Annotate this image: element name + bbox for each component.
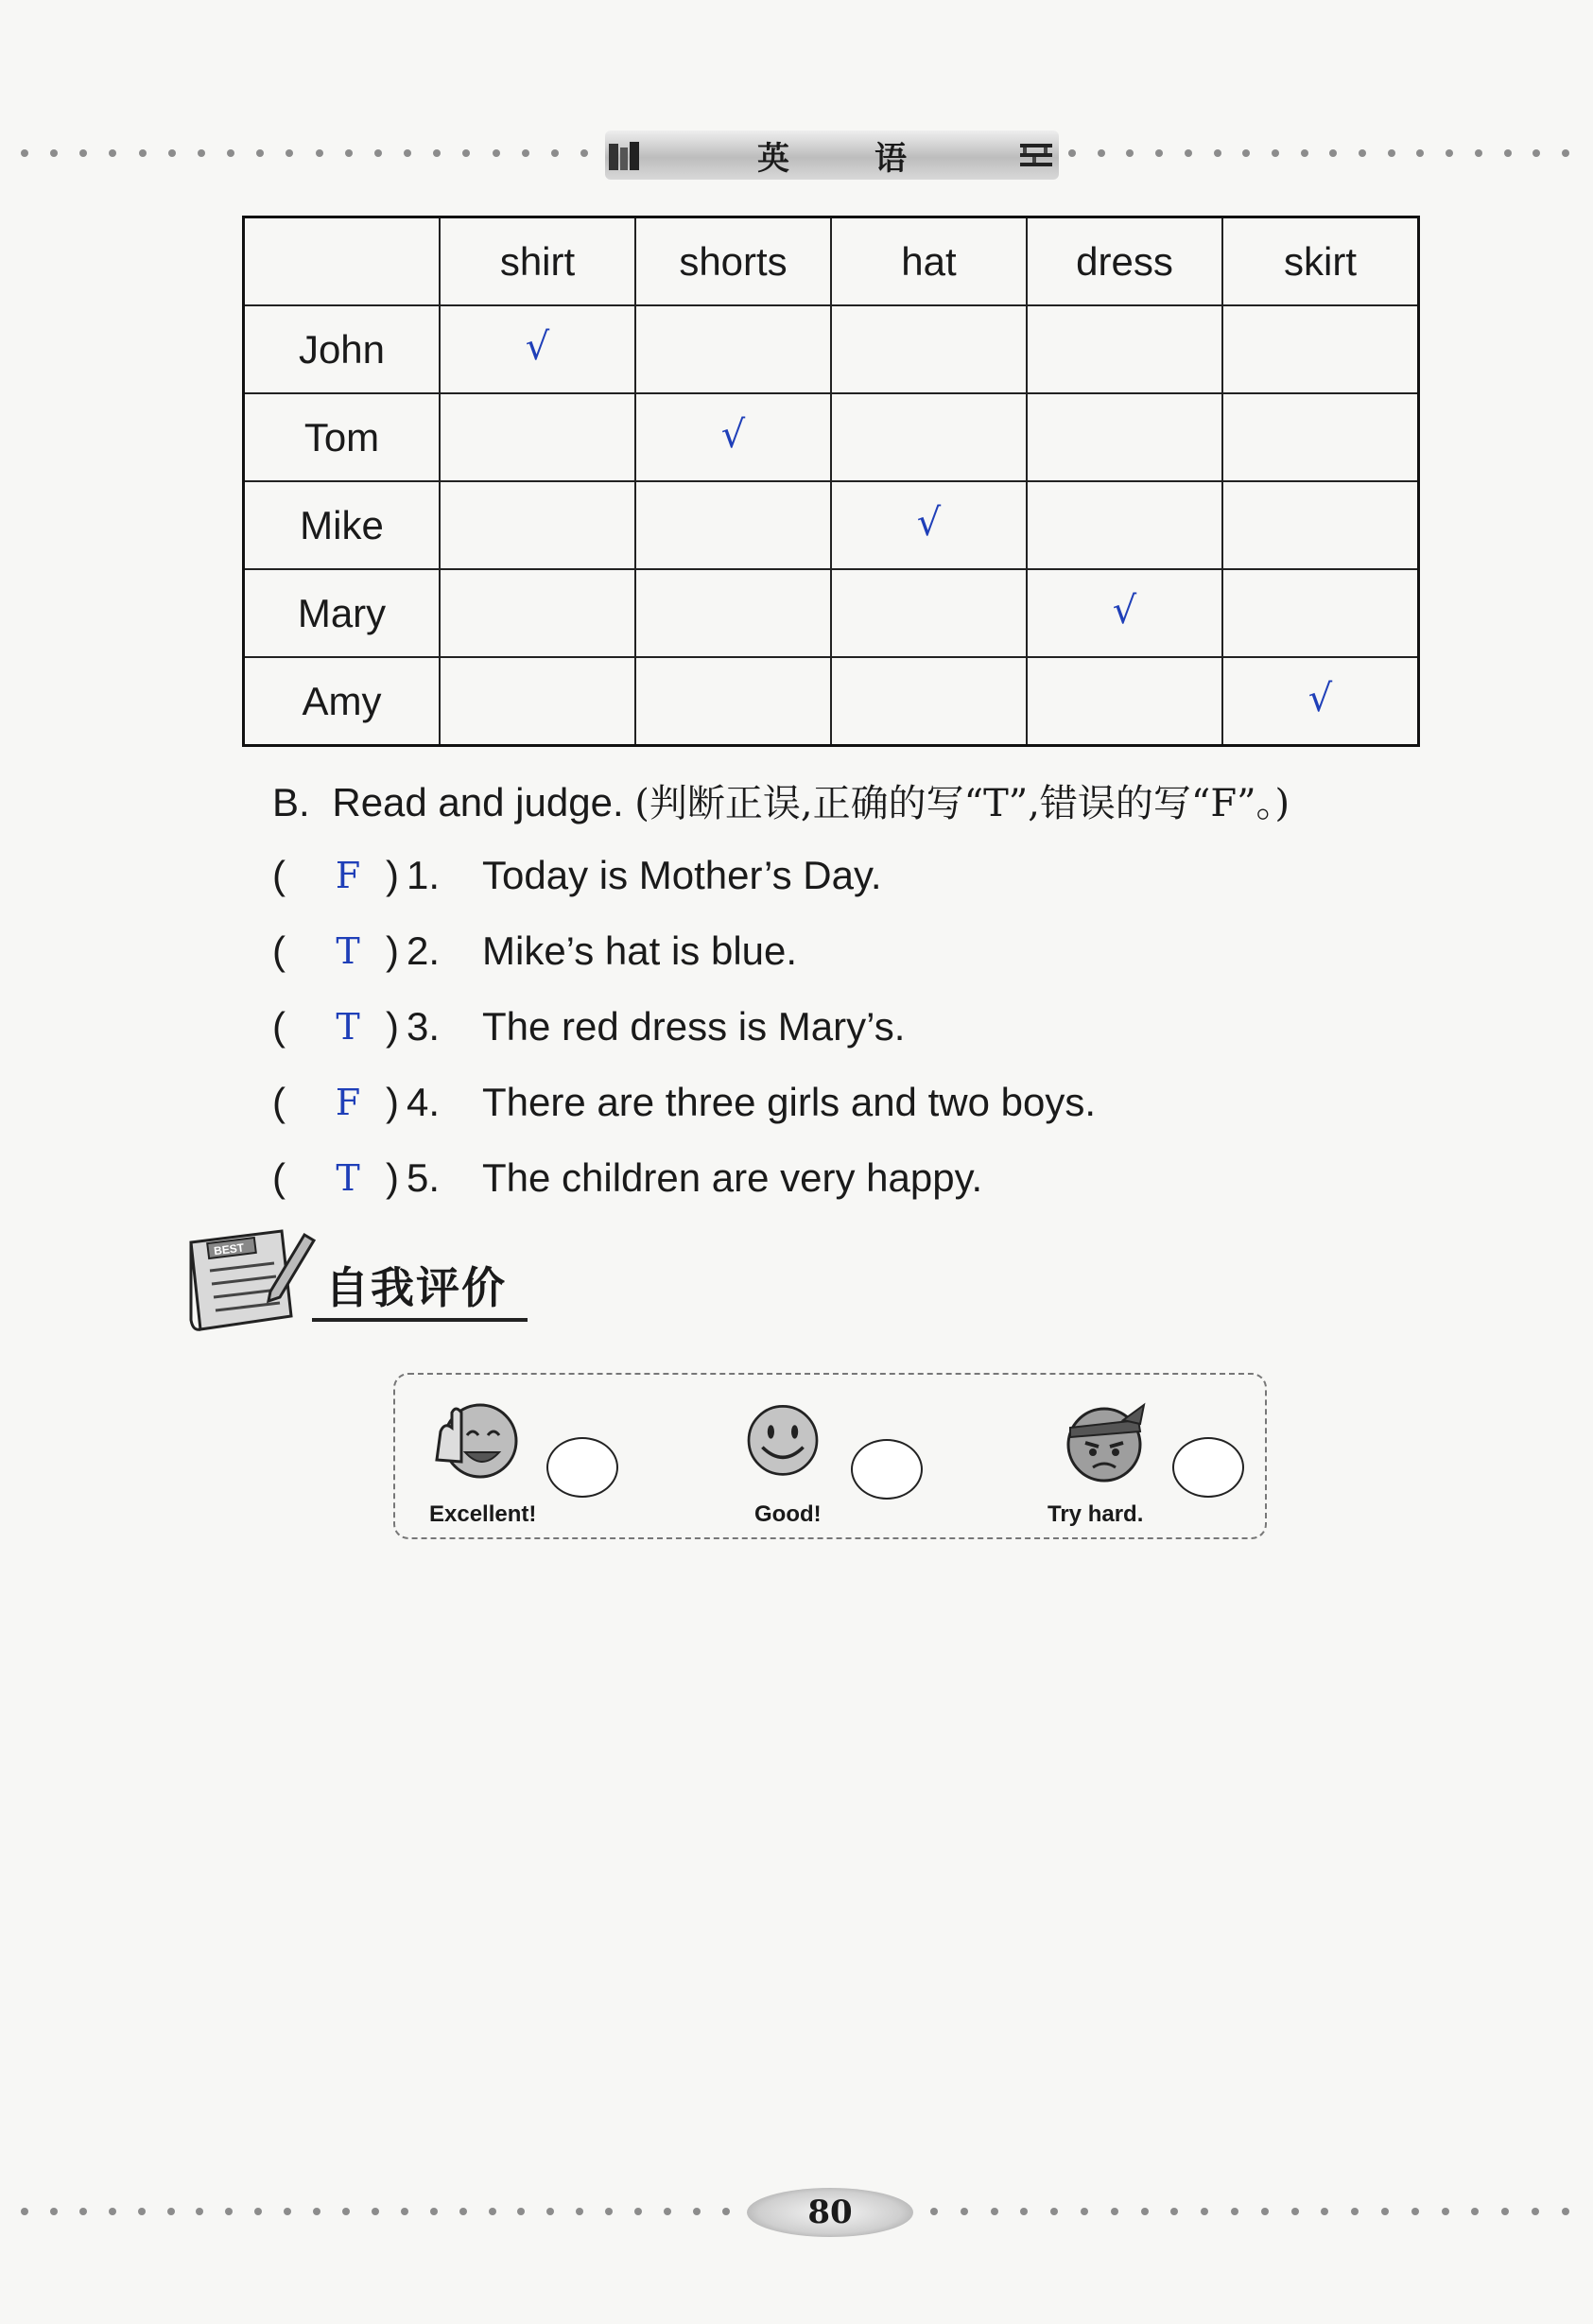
row-name: Tom: [244, 393, 441, 481]
footer-dots-left: [21, 2207, 730, 2216]
question-row: [272, 1150, 982, 1206]
answer-cell[interactable]: [635, 305, 831, 393]
question-number: 3.: [407, 1004, 441, 1049]
smiley-face-icon: [736, 1401, 830, 1486]
rating-circle-good[interactable]: [851, 1439, 923, 1500]
column-header: shirt: [440, 217, 635, 306]
footer-dots-right: [930, 2207, 1569, 2216]
thumbs-up-smiley-icon: [427, 1394, 522, 1488]
question-row: [272, 1074, 1096, 1131]
question-text: The red dress is Mary’s.: [482, 1004, 906, 1049]
row-name: Amy: [244, 657, 441, 746]
table-row: [244, 657, 1419, 746]
answer-cell[interactable]: [831, 393, 1027, 481]
answer-cell[interactable]: [1027, 481, 1222, 569]
book-stack-icon: [607, 140, 641, 172]
page-number: 80: [747, 2188, 913, 2237]
answer-cell[interactable]: [1027, 393, 1222, 481]
answer-field[interactable]: F: [335, 855, 361, 896]
answer-cell[interactable]: [1222, 569, 1419, 657]
question-number: 4.: [407, 1080, 441, 1124]
answer-cell[interactable]: [440, 657, 635, 746]
question-text: There are three girls and two boys.: [482, 1080, 1096, 1124]
answer-cell[interactable]: [440, 393, 635, 481]
check-mark: √: [1307, 676, 1333, 720]
answer-cell[interactable]: [1027, 569, 1222, 657]
answer-cell[interactable]: [1222, 305, 1419, 393]
question-row: [272, 998, 905, 1055]
row-name: John: [244, 305, 441, 393]
question-row: [272, 847, 882, 904]
determined-face-icon: [1057, 1392, 1151, 1486]
close-paren: ): [386, 1004, 399, 1049]
answer-cell[interactable]: [440, 481, 635, 569]
answer-cell[interactable]: [635, 657, 831, 746]
answer-cell[interactable]: [1222, 657, 1419, 746]
section-b-label: B.: [272, 780, 310, 824]
answer-field[interactable]: T: [336, 930, 360, 972]
table-row: [244, 569, 1419, 657]
answer-cell[interactable]: [831, 657, 1027, 746]
answer-cell[interactable]: [1222, 481, 1419, 569]
close-paren: ): [386, 1155, 399, 1200]
check-mark: √: [916, 500, 942, 545]
header-dots-left: [21, 148, 588, 158]
answer-cell[interactable]: [1027, 305, 1222, 393]
column-header: dress: [1027, 217, 1222, 306]
section-b-instruction: (判断正误,正确的写“T”,错误的写“F”。): [634, 782, 1290, 825]
answer-cell[interactable]: [635, 481, 831, 569]
close-paren: ): [386, 1080, 399, 1124]
self-eval-underline: [312, 1318, 528, 1322]
header-dots-right: [1068, 148, 1569, 158]
rating-circle-try-hard[interactable]: [1172, 1437, 1244, 1498]
close-paren: ): [386, 853, 399, 897]
answer-field[interactable]: T: [336, 1157, 360, 1199]
section-b-heading: [272, 773, 1290, 827]
answer-cell[interactable]: [635, 393, 831, 481]
rating-label-try-hard: Try hard.: [1048, 1501, 1144, 1527]
answer-cell[interactable]: [440, 569, 635, 657]
close-paren: ): [386, 928, 399, 973]
row-name: Mike: [244, 481, 441, 569]
rating-label-good: Good!: [754, 1501, 822, 1527]
answer-cell[interactable]: [1027, 657, 1222, 746]
answer-cell[interactable]: [831, 305, 1027, 393]
scroll-pencil-icon: [180, 1225, 321, 1339]
answer-cell[interactable]: [831, 569, 1027, 657]
answer-field[interactable]: T: [336, 1006, 360, 1048]
question-text: Today is Mother’s Day.: [482, 853, 882, 897]
open-paren: (: [272, 853, 286, 897]
answer-cell[interactable]: [635, 569, 831, 657]
check-mark: √: [525, 324, 550, 369]
column-header: shorts: [635, 217, 831, 306]
answer-cell[interactable]: [1222, 393, 1419, 481]
row-name: Mary: [244, 569, 441, 657]
answer-cell[interactable]: [831, 481, 1027, 569]
answer-field[interactable]: F: [335, 1082, 361, 1123]
column-header: hat: [831, 217, 1027, 306]
question-number: 1.: [407, 853, 441, 897]
best-badge-text: BEST: [213, 1240, 245, 1258]
check-mark: √: [720, 412, 746, 457]
table-header-row: [244, 217, 1419, 306]
question-row: [272, 923, 797, 980]
bookshelf-icon: [1019, 140, 1053, 172]
self-eval-box: [393, 1373, 1267, 1539]
open-paren: (: [272, 928, 286, 973]
section-b-title: Read and judge.: [332, 780, 624, 824]
clothing-table: [242, 216, 1420, 747]
table-corner-cell: [244, 217, 441, 306]
question-number: 2.: [407, 928, 441, 973]
question-number: 5.: [407, 1155, 441, 1200]
rating-label-excellent: Excellent!: [429, 1501, 537, 1527]
question-text: Mike’s hat is blue.: [482, 928, 798, 973]
open-paren: (: [272, 1080, 286, 1124]
table-row: [244, 393, 1419, 481]
subject-header: [605, 130, 1059, 180]
table-row: [244, 481, 1419, 569]
answer-cell[interactable]: [440, 305, 635, 393]
rating-circle-excellent[interactable]: [546, 1437, 618, 1498]
check-mark: √: [1112, 588, 1137, 633]
question-text: The children are very happy.: [482, 1155, 983, 1200]
column-header: skirt: [1222, 217, 1419, 306]
table-row: [244, 305, 1419, 393]
self-eval-title: 自我评价: [325, 1262, 507, 1313]
subject-title: 英语: [757, 139, 992, 178]
open-paren: (: [272, 1155, 286, 1200]
open-paren: (: [272, 1004, 286, 1049]
